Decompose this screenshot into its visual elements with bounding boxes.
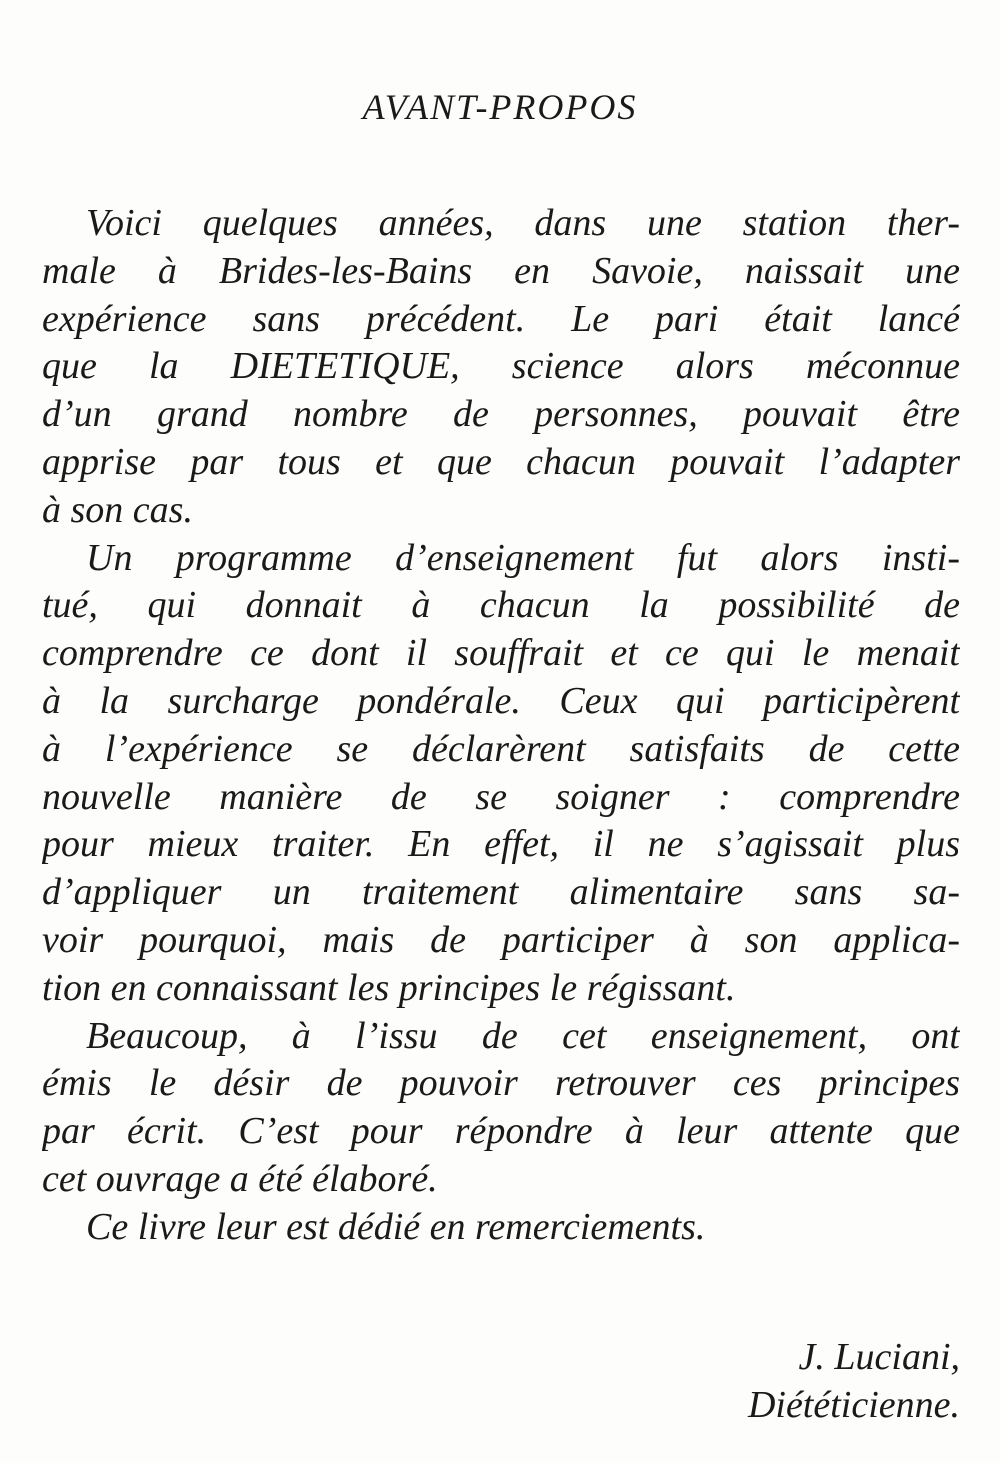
text-line: apprise par tous et que chacun pouvait l’adapter	[42, 440, 960, 483]
text-line: cet ouvrage a été élaboré.	[42, 1157, 438, 1200]
text-line: pour mieux traiter. En effet, il ne s’agissait plus	[42, 823, 960, 866]
text-line: émis le désir de pouvoir retrouver ces principes	[42, 1062, 960, 1105]
text-line: tué, qui donnait à chacun la possibilité de	[42, 584, 960, 627]
text-line: à la surcharge pondérale. Ceux qui participèrent	[42, 679, 960, 722]
text-line: nouvelle manière de se soigner : comprendre	[42, 775, 960, 818]
text-line: comprendre ce dont il souffrait et ce qui le menait	[42, 632, 960, 675]
author-role: Diététicienne.	[747, 1384, 960, 1426]
author-name: J. Luciani,	[798, 1336, 960, 1378]
text-line: expérience sans précédent. Le pari était lancé	[42, 297, 960, 340]
text-line: Beaucoup, à l’issu de cet enseignement, ont	[86, 1014, 960, 1057]
text-line: d’appliquer un traitement alimentaire sans sa-	[42, 871, 960, 914]
text-line: par écrit. C’est pour répondre à leur attente que	[42, 1110, 960, 1153]
text-line: d’un grand nombre de personnes, pouvait être	[42, 393, 960, 436]
text-line: tion en connaissant les principes le régissant.	[42, 966, 736, 1009]
signature-block	[748, 1333, 960, 1429]
text-line: Ce livre leur est dédié en remerciements.	[86, 1205, 706, 1248]
text-line: Un programme d’enseignement fut alors insti-	[86, 536, 960, 579]
text-line: male à Brides-les-Bains en Savoie, naissait une	[42, 249, 960, 292]
text-line: voir pourquoi, mais de participer à son applica-	[42, 918, 960, 961]
text-line: Voici quelques années, dans une station ther-	[86, 202, 960, 244]
page-title: AVANT-PROPOS	[362, 87, 638, 127]
text-line: à son cas.	[42, 488, 193, 531]
text-line: à l’expérience se déclarèrent satisfaits de cette	[42, 727, 960, 770]
foreword-body	[42, 200, 960, 1252]
text-line: que la DIETETIQUE, science alors méconnue	[42, 345, 960, 388]
